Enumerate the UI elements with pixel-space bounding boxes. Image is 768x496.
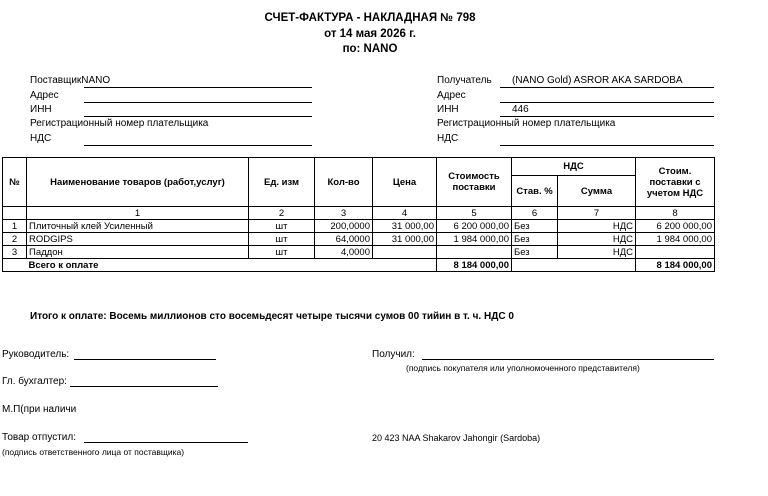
received-signature-line — [422, 359, 714, 360]
amount-in-words: Итого к оплате: Восемь миллионов сто восемьдесят четыре тысячи сумов 00 тийин в т. ч. НДС 0 — [30, 311, 514, 322]
row-price: 31 000,00 — [373, 220, 437, 233]
supplier-name: NANO — [81, 75, 111, 86]
row-no: 3 — [3, 246, 27, 259]
recipient-name-line — [500, 87, 714, 88]
stamp-label: М.П(при наличи — [2, 404, 77, 415]
supplier-inn-label: ИНН — [30, 104, 52, 115]
header-name: Наименование товаров (работ,услуг) — [27, 158, 249, 207]
total-row — [3, 259, 715, 272]
row-vat-sum: НДС — [558, 220, 636, 233]
recipient-name: (NANO Gold) ASROR AKA SARDOBA — [512, 75, 683, 86]
col-number: 2 — [249, 207, 315, 220]
supplier-label: Поставщик — [30, 75, 82, 86]
row-no: 1 — [3, 220, 27, 233]
table-row — [3, 220, 715, 233]
invoice-contract: по: NANO — [342, 43, 398, 55]
released-label: Товар отпустил: — [2, 432, 76, 443]
row-name: RODGIPS — [27, 233, 249, 246]
col-number: 3 — [315, 207, 373, 220]
row-unit: шт — [249, 233, 315, 246]
col-number: 7 — [558, 207, 636, 220]
column-numbers-row — [3, 207, 715, 220]
col-number: 1 — [27, 207, 249, 220]
header-vat-sum: Сумма — [558, 176, 636, 207]
row-name: Плиточный клей Усиленный — [27, 220, 249, 233]
row-cost — [437, 246, 512, 259]
recipient-vat-line — [500, 145, 714, 146]
col-number — [3, 207, 27, 220]
recipient-label: Получатель — [437, 75, 492, 86]
header-vat-rate: Став. % — [512, 176, 558, 207]
items-table — [2, 157, 715, 272]
table-row — [3, 233, 715, 246]
supplier-address-label: Адрес — [30, 90, 59, 101]
header-vat: НДС — [512, 158, 636, 176]
header-unit: Ед. изм — [249, 158, 315, 207]
row-unit: шт — [249, 220, 315, 233]
received-note: (подпись покупателя или уполномоченного представителя) — [406, 363, 640, 373]
row-unit: шт — [249, 246, 315, 259]
row-vat-rate: Без — [512, 233, 558, 246]
header-no: № — [3, 158, 27, 207]
recipient-address-label: Адрес — [437, 90, 466, 101]
supplier-address-line — [84, 102, 312, 103]
supplier-vat-label: НДС — [30, 133, 52, 144]
col-number: 5 — [437, 207, 512, 220]
header-price: Цена — [373, 158, 437, 207]
accountant-label: Гл. бухгалтер: — [2, 376, 67, 387]
total-with-vat: 8 184 000,00 — [636, 259, 715, 272]
invoice-title: СЧЕТ-ФАКТУРА - НАКЛАДНАЯ № 798 — [264, 12, 476, 24]
released-signature-line — [84, 442, 248, 443]
row-vat-sum: НДС — [558, 246, 636, 259]
accountant-signature-line — [70, 386, 218, 387]
row-qty: 200,0000 — [315, 220, 373, 233]
driver-info: 20 423 NAA Shakarov Jahongir (Sardoba) — [372, 433, 541, 443]
row-qty: 4,0000 — [315, 246, 373, 259]
row-name: Паддон — [27, 246, 249, 259]
total-label: Всего к оплате — [27, 259, 437, 272]
row-total: 6 200 000,00 — [636, 220, 715, 233]
table-row — [3, 246, 715, 259]
invoice-date: от 14 мая 2026 г. — [324, 28, 416, 40]
supplier-name-line — [84, 87, 312, 88]
row-qty: 64,0000 — [315, 233, 373, 246]
supplier-vat-line — [84, 145, 312, 146]
row-vat-rate: Без — [512, 220, 558, 233]
recipient-vat-label: НДС — [437, 133, 459, 144]
recipient-reg-label: Регистрационный номер плательщика — [437, 118, 616, 129]
total-cost: 8 184 000,00 — [437, 259, 512, 272]
supplier-reg-label: Регистрационный номер плательщика — [30, 118, 209, 129]
row-total: 1 984 000,00 — [636, 233, 715, 246]
received-label: Получил: — [372, 349, 415, 360]
header-qty: Кол-во — [315, 158, 373, 207]
recipient-address-line — [500, 102, 714, 103]
supplier-block — [30, 75, 110, 86]
row-cost: 6 200 000,00 — [437, 220, 512, 233]
released-note: (подпись ответственного лица от поставщика) — [2, 447, 185, 457]
row-total — [636, 246, 715, 259]
col-number: 8 — [636, 207, 715, 220]
row-price — [373, 246, 437, 259]
header-cost: Стоимость поставки — [437, 158, 512, 207]
col-number: 4 — [373, 207, 437, 220]
recipient-inn: 446 — [512, 104, 529, 115]
row-vat-sum: НДС — [558, 233, 636, 246]
col-number: 6 — [512, 207, 558, 220]
row-vat-rate: Без — [512, 246, 558, 259]
recipient-inn-label: ИНН — [437, 104, 459, 115]
row-price: 31 000,00 — [373, 233, 437, 246]
row-cost: 1 984 000,00 — [437, 233, 512, 246]
supplier-inn-line — [84, 116, 312, 117]
head-signature-line — [74, 359, 216, 360]
row-no: 2 — [3, 233, 27, 246]
head-label: Руководитель: — [2, 349, 70, 360]
recipient-inn-line — [500, 116, 714, 117]
header-total: Стоим. поставки с учетом НДС — [636, 158, 715, 207]
